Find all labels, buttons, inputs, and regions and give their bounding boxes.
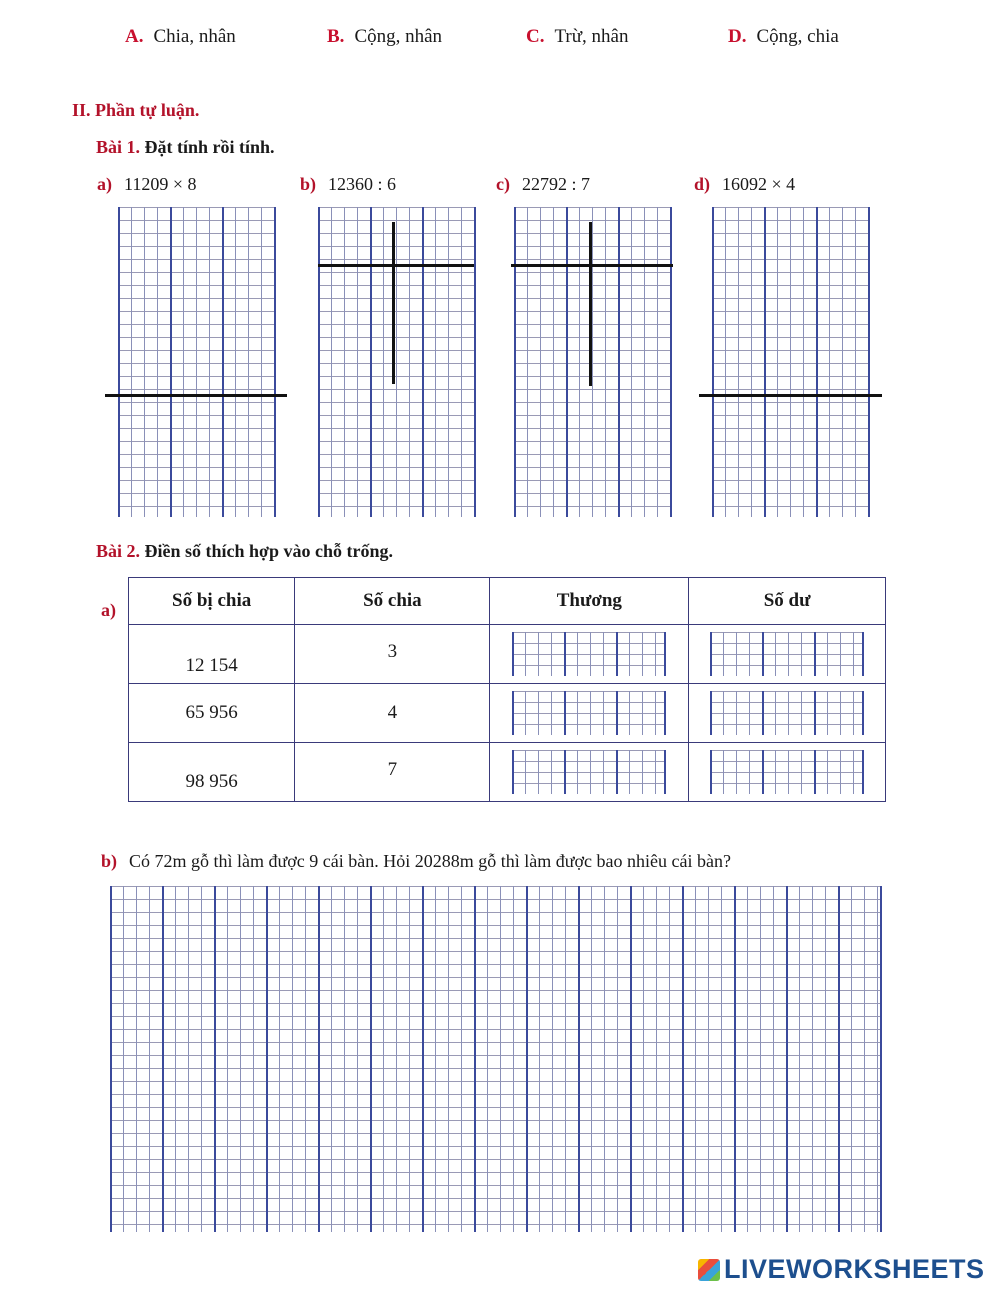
multiply-line-d [699, 394, 882, 397]
bai1-item-d [694, 174, 795, 195]
option-a[interactable] [125, 26, 236, 48]
option-text: Cộng, chia [756, 26, 839, 47]
item-expr: 11209 × 8 [124, 174, 197, 194]
divisor-cell: 3 [295, 625, 490, 684]
bai2-heading [96, 541, 393, 562]
item-expr: 16092 × 4 [722, 174, 796, 194]
brand-logo [698, 1254, 985, 1285]
work-grid-b[interactable] [318, 207, 476, 517]
remainder-answer[interactable] [689, 743, 886, 802]
multiply-line-a [105, 394, 287, 397]
dividend-cell: 65 956 [129, 684, 295, 743]
option-text: Trừ, nhân [554, 26, 629, 47]
bai2-part-b [101, 851, 731, 872]
bai2-instruction: Điền số thích hợp vào chỗ trống. [144, 541, 394, 561]
item-expr: 22792 : 7 [521, 174, 590, 194]
work-grid-c[interactable] [514, 207, 672, 517]
table-row [129, 625, 886, 684]
work-grid-d[interactable] [712, 207, 870, 517]
item-label: a) [97, 174, 112, 194]
bai1-heading [96, 137, 275, 158]
table-row [129, 684, 886, 743]
bai1-item-a [97, 174, 196, 195]
division-vline-c [589, 222, 592, 386]
section-title: II. Phần tự luận. [72, 100, 200, 120]
dividend-cell: 12 154 [129, 625, 295, 684]
bai2-label: Bài 2. [96, 541, 141, 561]
brand-icon [698, 1259, 720, 1281]
bai2-part-a [101, 600, 128, 621]
table-header-row [129, 578, 886, 625]
division-hline-b [318, 264, 474, 267]
division-hline-c [511, 264, 673, 267]
division-vline-b [392, 222, 395, 384]
bai1-item-c [496, 174, 590, 195]
option-b[interactable] [327, 26, 442, 48]
bai1-instruction: Đặt tính rồi tính. [144, 137, 275, 157]
part-b-text: Có 72m gỗ thì làm được 9 cái bàn. Hỏi 20288m gỗ thì làm được bao nhiêu cái bàn? [129, 851, 731, 871]
item-label: d) [694, 174, 711, 194]
item-label: b) [300, 174, 317, 194]
work-grid-a[interactable] [118, 207, 276, 517]
part-b-label: b) [101, 851, 118, 871]
answer-grid-b[interactable] [110, 886, 882, 1232]
division-table [128, 577, 886, 802]
quotient-answer[interactable] [490, 625, 689, 684]
quotient-answer[interactable] [490, 684, 689, 743]
item-label: c) [496, 174, 510, 194]
option-d[interactable] [728, 26, 839, 48]
divisor-cell: 4 [295, 684, 490, 743]
option-text: Chia, nhân [153, 26, 236, 47]
item-expr: 12360 : 6 [328, 174, 397, 194]
option-letter: C. [526, 26, 545, 47]
option-c[interactable] [526, 26, 628, 48]
part-a-label: a) [101, 600, 116, 620]
header-remainder: Số dư [689, 578, 886, 625]
option-letter: B. [327, 26, 345, 47]
dividend-cell: 98 956 [129, 743, 295, 802]
option-letter: A. [125, 26, 144, 47]
quotient-answer[interactable] [490, 743, 689, 802]
table-row [129, 743, 886, 802]
option-letter: D. [728, 26, 747, 47]
brand-text: LIVEWORKSHEETS [724, 1254, 985, 1284]
divisor-cell: 7 [295, 743, 490, 802]
bai1-item-b [300, 174, 396, 195]
header-dividend: Số bị chia [129, 578, 295, 625]
remainder-answer[interactable] [689, 625, 886, 684]
header-quotient: Thương [490, 578, 689, 625]
remainder-answer[interactable] [689, 684, 886, 743]
bai1-label: Bài 1. [96, 137, 141, 157]
header-divisor: Số chia [295, 578, 490, 625]
option-text: Cộng, nhân [354, 26, 443, 47]
